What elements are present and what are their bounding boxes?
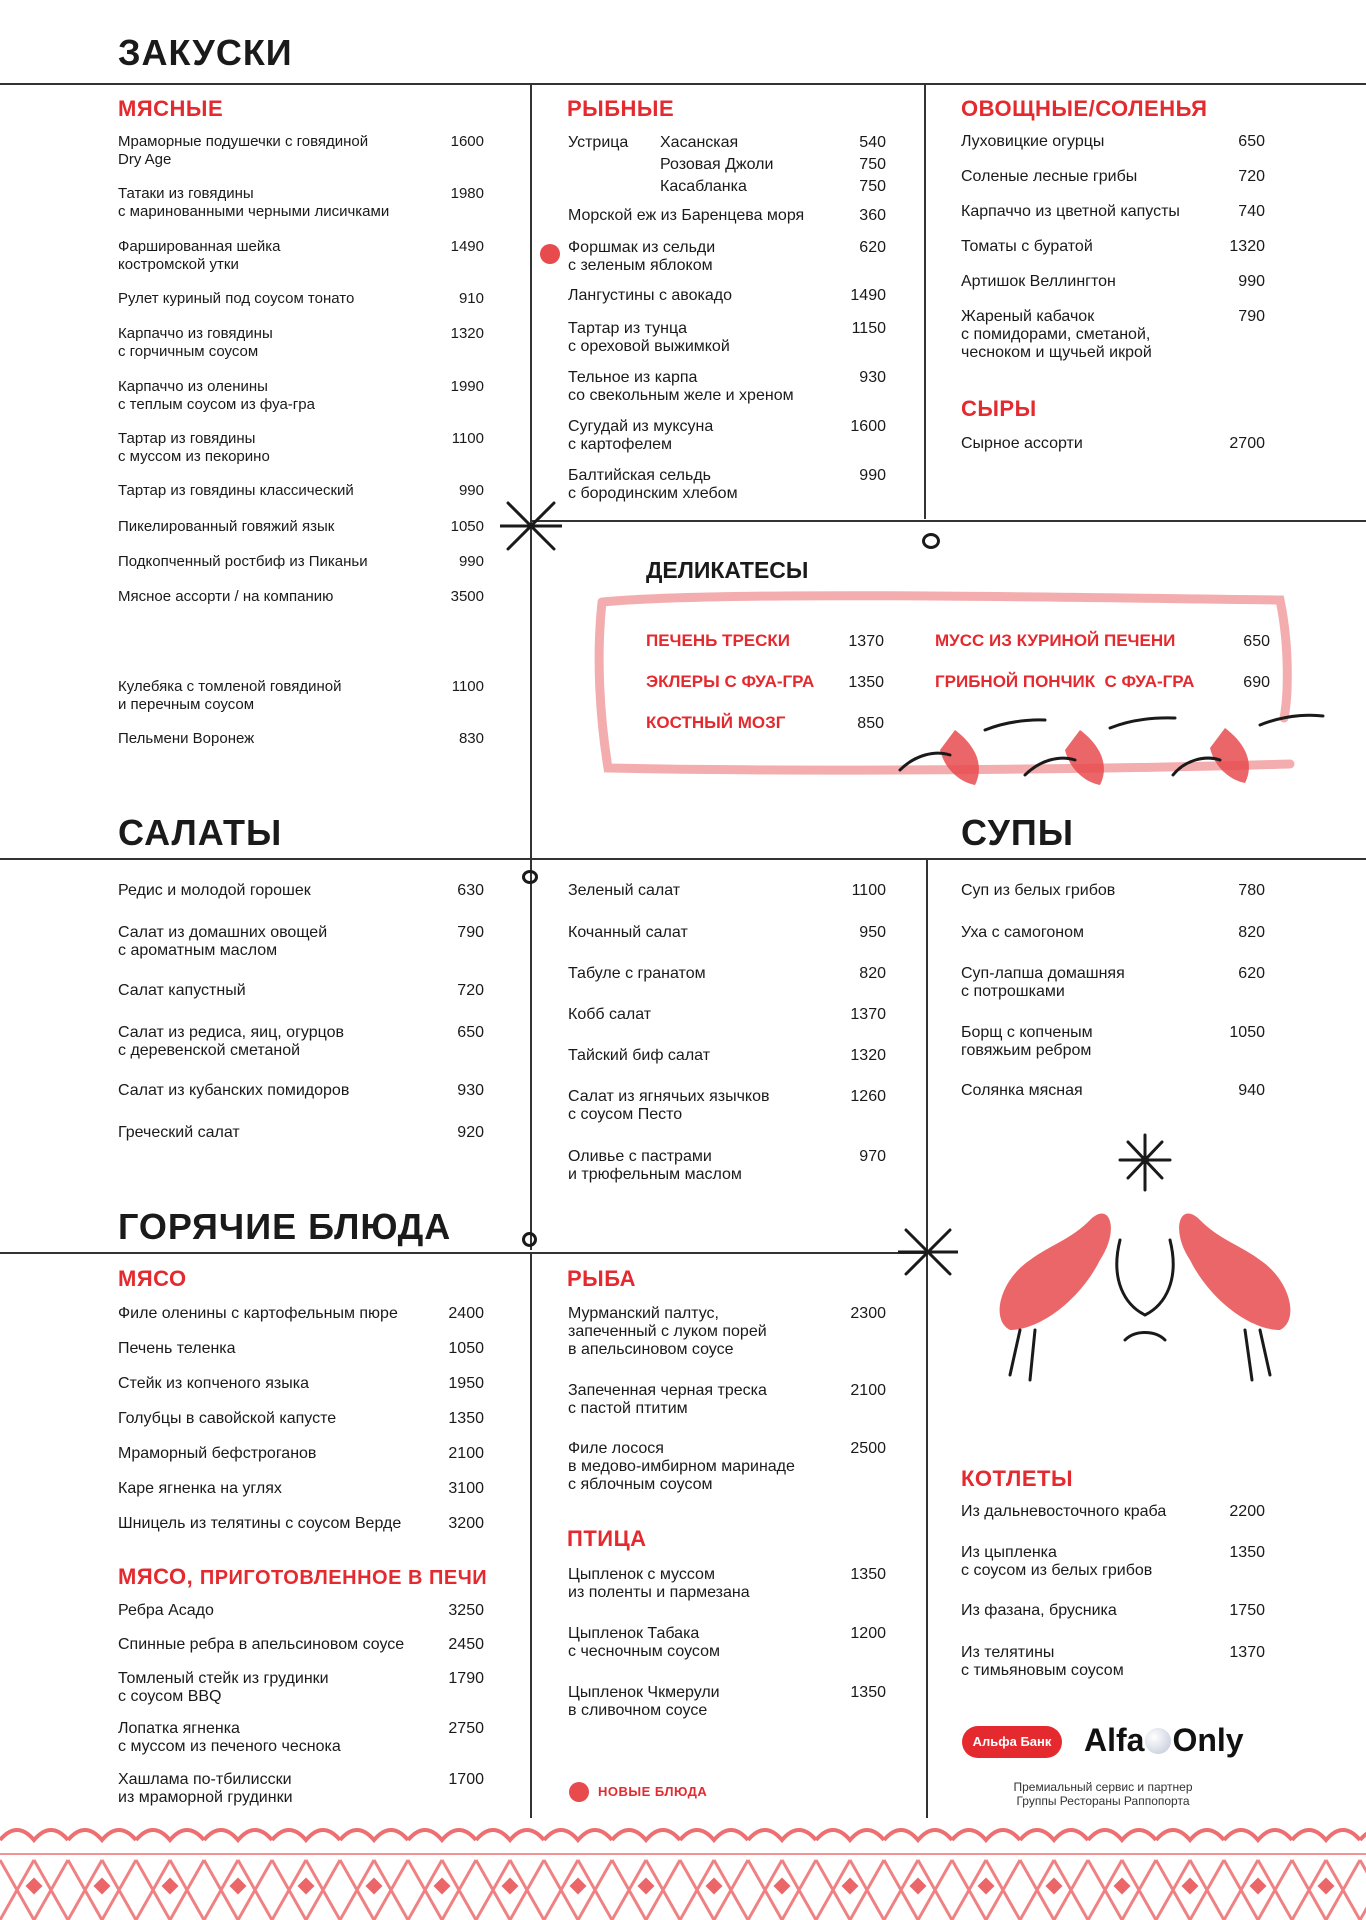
menu-item <box>118 1410 484 1428</box>
menu-item-name: Из цыпленка с соусом из белых грибов <box>961 1544 1153 1579</box>
menu-item-price: 970 <box>859 1148 886 1165</box>
alfa-only-logo-b: Only <box>1172 1722 1244 1758</box>
menu-item-name: Карпаччо из говядины с горчичным соусом <box>118 325 273 360</box>
divider-mid-right <box>530 520 1366 522</box>
divider-hot <box>0 1252 926 1254</box>
menu-item <box>118 1480 484 1498</box>
menu-item-name: Морской еж из Баренцева моря <box>568 207 805 224</box>
menu-item-price: 3500 <box>450 588 484 605</box>
menu-item-name: Борщ с копченым говяжьим ребром <box>961 1024 1093 1059</box>
menu-item <box>660 178 886 196</box>
menu-item-price: 2100 <box>448 1445 484 1462</box>
menu-item-name: Цыпленок Табака с чесночным соусом <box>568 1625 720 1660</box>
menu-item <box>961 238 1265 256</box>
menu-item-price: 1950 <box>448 1375 484 1392</box>
menu-item-price: 360 <box>859 207 886 224</box>
menu-item-price: 930 <box>859 369 886 386</box>
menu-item <box>568 1684 886 1720</box>
menu-item <box>568 467 886 503</box>
menu-item-name: Пикелированный говяжий язык <box>118 518 335 535</box>
menu-item-name: Стейк из копченого языка <box>118 1375 309 1392</box>
menu-item-price: 650 <box>1238 133 1265 150</box>
menu-item-name: Сугудай из муксуна с картофелем <box>568 418 714 453</box>
menu-item <box>568 320 886 356</box>
menu-item-name: Хашлама по-тбилисски из мраморной грудинки <box>118 1771 293 1806</box>
menu-item-name: Зеленый салат <box>568 882 681 899</box>
menu-item-name: Томленый стейк из грудинки с соусом BBQ <box>118 1670 329 1705</box>
menu-item-price: 990 <box>859 467 886 484</box>
oven-title-rest: ПРИГОТОВЛЕННОЕ В ПЕЧИ <box>199 1567 488 1589</box>
subsection-title-fish: РЫБНЫЕ <box>567 96 675 121</box>
menu-item <box>118 1340 484 1358</box>
subsection-title-cheese: СЫРЫ <box>961 396 1037 421</box>
menu-item <box>118 730 484 748</box>
menu-item <box>961 273 1265 291</box>
delicacy-price: 650 <box>1243 633 1270 650</box>
horses-illustration-icon <box>960 1130 1330 1390</box>
menu-item <box>118 1124 484 1142</box>
menu-item-name: Голубцы в савойской капусте <box>118 1410 337 1427</box>
menu-item-price: 790 <box>457 924 484 941</box>
menu-item <box>660 156 886 174</box>
menu-item-price: 1050 <box>448 1340 484 1357</box>
menu-item-name: Салат капустный <box>118 982 246 999</box>
ink-dot-icon-2 <box>522 870 538 884</box>
menu-item-price: 1050 <box>1229 1024 1265 1041</box>
menu-item-name: Лопатка ягненка с муссом из печеного чеснока <box>118 1720 341 1755</box>
menu-item-price: 1200 <box>850 1625 886 1642</box>
divider-v1-top <box>530 83 532 858</box>
menu-item <box>118 185 484 221</box>
menu-item <box>568 1382 886 1418</box>
star-ornament-icon <box>500 495 562 557</box>
menu-item-price: 750 <box>859 156 886 173</box>
menu-item-price: 1600 <box>850 418 886 435</box>
new-dish-marker-icon <box>569 1782 589 1802</box>
section-title-zakuski: ЗАКУСКИ <box>118 32 293 73</box>
menu-item-name: Тельное из карпа со свекольным желе и хреном <box>568 369 794 404</box>
menu-item <box>118 482 484 500</box>
menu-item-price: 820 <box>859 965 886 982</box>
menu-item-name: Подкопченный ростбиф из Пиканьи <box>118 553 368 570</box>
birds-illustration-icon <box>895 710 1325 800</box>
subsection-title-veg: ОВОЩНЫЕ/СОЛЕНЬЯ <box>961 96 1208 121</box>
menu-item-price: 1490 <box>850 287 886 304</box>
menu-item-name: Печень теленка <box>118 1340 236 1357</box>
menu-item-price: 630 <box>457 882 484 899</box>
menu-item <box>568 1006 886 1024</box>
menu-item <box>118 924 484 960</box>
menu-item-price: 740 <box>1238 203 1265 220</box>
menu-item <box>568 965 886 983</box>
menu-item-name: Греческий салат <box>118 1124 240 1141</box>
menu-item <box>961 1024 1265 1060</box>
menu-item-price: 1350 <box>448 1410 484 1427</box>
menu-item-name: Мурманский палтус, запеченный с луком порей в апельсиновом соусе <box>568 1305 767 1358</box>
menu-item-name: Из дальневосточного краба <box>961 1503 1167 1520</box>
menu-item <box>118 290 484 308</box>
menu-item-price: 1490 <box>450 238 484 255</box>
pearl-icon <box>1145 1728 1171 1754</box>
menu-item-price: 1050 <box>450 518 484 535</box>
menu-item <box>118 882 484 900</box>
divider-v2-mid <box>926 858 928 1818</box>
menu-item-name: Суп-лапша домашняя с потрошками <box>961 965 1125 1000</box>
menu-item-name: Кочанный салат <box>568 924 688 941</box>
delicacies-title: ДЕЛИКАТЕСЫ <box>646 557 809 583</box>
menu-item-name: Розовая Джоли <box>660 156 774 173</box>
menu-item-price: 930 <box>457 1082 484 1099</box>
menu-item-name: Луховицкие огурцы <box>961 133 1105 150</box>
menu-item <box>118 1515 484 1533</box>
menu-item-price: 3100 <box>448 1480 484 1497</box>
divider-v2-top <box>924 83 926 519</box>
menu-item-name: Кобб салат <box>568 1006 652 1023</box>
menu-item-price: 1350 <box>850 1566 886 1583</box>
menu-item-name: Сырное ассорти <box>961 435 1083 452</box>
menu-item-name: Томаты с буратой <box>961 238 1093 255</box>
menu-item <box>961 1544 1265 1580</box>
menu-item-price: 1700 <box>448 1771 484 1788</box>
menu-item-price: 1370 <box>1229 1644 1265 1661</box>
menu-item <box>961 435 1265 485</box>
menu-item <box>961 1602 1265 1620</box>
menu-item-name: Из фазана, брусника <box>961 1602 1117 1619</box>
menu-item-name: Каре ягненка на углях <box>118 1480 282 1497</box>
delicacy-name: МУСС ИЗ КУРИНОЙ ПЕЧЕНИ <box>935 631 1176 650</box>
menu-item-name: Хасанская <box>660 134 739 151</box>
folk-ornament-footer <box>0 1820 1366 1920</box>
menu-item-price: 990 <box>1238 273 1265 290</box>
menu-item <box>118 678 484 714</box>
divider-salads <box>0 858 1366 860</box>
subsection-title-hot-fish: РЫБА <box>567 1266 637 1291</box>
menu-item-name: Пельмени Воронеж <box>118 730 255 747</box>
menu-item <box>568 1148 886 1184</box>
section-title-hot: ГОРЯЧИЕ БЛЮДА <box>118 1206 452 1247</box>
menu-item <box>118 1305 484 1323</box>
menu-item <box>118 325 484 361</box>
alfa-only-logo-a: Alfa <box>1084 1722 1145 1758</box>
menu-item-name: Мясное ассорти / на компанию <box>118 588 334 605</box>
menu-item-name: Артишок Веллингтон <box>961 273 1116 290</box>
menu-item-price: 2200 <box>1229 1503 1265 1520</box>
menu-item <box>568 418 886 454</box>
menu-item-price: 1750 <box>1229 1602 1265 1619</box>
menu-item-price: 1100 <box>851 882 886 899</box>
menu-item-name: Карпаччо из цветной капусты <box>961 203 1180 220</box>
menu-item <box>118 1082 484 1100</box>
menu-item-price: 2700 <box>1229 435 1265 452</box>
menu-item-price: 1260 <box>850 1088 886 1105</box>
delicacy-price: 1370 <box>848 633 884 650</box>
menu-item-price: 750 <box>859 178 886 195</box>
menu-item-price: 1320 <box>450 325 484 342</box>
menu-item-price: 2750 <box>448 1720 484 1737</box>
divider-v1-mid <box>530 858 532 1250</box>
menu-item-name: Балтийская сельдь с бородинским хлебом <box>568 467 738 502</box>
delicacy-price: 690 <box>1243 674 1270 691</box>
menu-item-price: 650 <box>457 1024 484 1041</box>
menu-item-price: 540 <box>859 134 886 151</box>
menu-item <box>568 207 886 225</box>
divider-v1-bottom <box>530 1252 532 1818</box>
menu-item-name: Уха с самогоном <box>961 924 1084 941</box>
subsection-title-poultry: ПТИЦА <box>567 1526 647 1551</box>
menu-item-price: 1980 <box>450 185 484 202</box>
section-title-soups: СУПЫ <box>961 812 1075 853</box>
menu-item-price: 1990 <box>450 378 484 395</box>
ink-dot-icon <box>922 533 940 549</box>
alfa-only-logo <box>1084 1722 1244 1759</box>
menu-item-price: 1370 <box>850 1006 886 1023</box>
menu-item-price: 790 <box>1238 308 1265 325</box>
menu-item-name: Спинные ребра в апельсиновом соусе <box>118 1636 405 1653</box>
divider-top <box>0 83 1366 85</box>
menu-item-name: Оливье с пастрами и трюфельным маслом <box>568 1148 742 1183</box>
delicacy-name: ПЕЧЕНЬ ТРЕСКИ <box>646 631 790 650</box>
menu-item-name: Рулет куриный под соусом тонато <box>118 290 355 307</box>
menu-item-price: 620 <box>1238 965 1265 982</box>
menu-item-price: 1600 <box>450 133 484 150</box>
menu-item <box>118 1375 484 1393</box>
menu-item <box>118 238 484 274</box>
menu-item-price: 830 <box>458 730 484 747</box>
menu-item-name: Мраморный бефстроганов <box>118 1445 317 1462</box>
oyster-label: Устрица <box>568 134 629 151</box>
menu-item-price: 720 <box>457 982 484 999</box>
menu-item <box>118 1771 484 1807</box>
menu-item-price: 2300 <box>850 1305 886 1322</box>
menu-item <box>118 133 484 169</box>
star-ornament-icon-2 <box>898 1222 958 1282</box>
menu-item <box>118 518 484 536</box>
menu-item <box>118 553 484 571</box>
menu-item <box>568 1305 886 1359</box>
menu-item-name: Тайский биф салат <box>568 1047 711 1064</box>
oven-title-main: МЯСО, <box>118 1564 194 1589</box>
menu-item-price: 3250 <box>448 1602 484 1619</box>
menu-item <box>961 203 1265 221</box>
menu-item <box>568 1440 886 1494</box>
menu-item-price: 1100 <box>451 678 484 695</box>
new-dishes-legend: НОВЫЕ БЛЮДА <box>598 1784 708 1799</box>
section-title-salads: САЛАТЫ <box>118 812 283 853</box>
menu-item <box>961 882 1265 900</box>
ink-dot-icon-3 <box>522 1232 537 1247</box>
menu-item-price: 2500 <box>850 1440 886 1457</box>
menu-item-price: 1100 <box>451 430 484 447</box>
menu-item <box>961 924 1265 942</box>
menu-item <box>961 1082 1265 1100</box>
delicacy-price: 1350 <box>848 674 884 691</box>
menu-item-name: Мраморные подушечки с говядиной Dry Age <box>118 133 369 168</box>
menu-item <box>118 1636 484 1654</box>
menu-item <box>568 1566 886 1602</box>
delicacy-name: КОСТНЫЙ МОЗГ <box>646 713 786 732</box>
menu-item-name: Запеченная черная треска с пастой птитим <box>568 1382 767 1417</box>
menu-item <box>961 965 1265 1001</box>
menu-item <box>568 1088 886 1124</box>
delicacy-name: ЭКЛЕРЫ С ФУА-ГРА <box>646 672 815 691</box>
menu-item-name: Фаршированная шейка костромской утки <box>118 238 281 273</box>
subsection-title-hot-meat: МЯСО <box>118 1266 187 1291</box>
menu-item-name: Филе лосося в медово-имбирном маринаде с яблочным соусом <box>568 1440 795 1493</box>
subsection-title-oven <box>118 1564 487 1590</box>
menu-item-price: 990 <box>458 482 484 499</box>
menu-item <box>118 1602 484 1620</box>
menu-item-price: 990 <box>458 553 484 570</box>
menu-item-price: 2100 <box>850 1382 886 1399</box>
menu-item <box>961 308 1265 362</box>
menu-item-price: 820 <box>1238 924 1265 941</box>
menu-item <box>568 924 886 942</box>
menu-item-name: Салат из редиса, яиц, огурцов с деревенской сметаной <box>118 1024 345 1059</box>
menu-item <box>118 1720 484 1756</box>
subsection-title-meat: МЯСНЫЕ <box>118 96 224 121</box>
menu-item-name: Салат из кубанских помидоров <box>118 1082 350 1099</box>
menu-item-name: Татаки из говядины с маринованными черными лисичками <box>118 185 390 220</box>
menu-item-price: 620 <box>859 239 886 256</box>
menu-item-name: Тартар из говядины с муссом из пекорино <box>118 430 270 465</box>
menu-item <box>961 133 1265 151</box>
menu-item-name: Цыпленок Чкмерули в сливочном соусе <box>568 1684 720 1719</box>
menu-item-price: 910 <box>458 290 484 307</box>
menu-item <box>660 134 886 152</box>
alfa-bank-badge: Альфа Банк <box>962 1726 1062 1758</box>
menu-item-name: Суп из белых грибов <box>961 882 1116 899</box>
menu-item <box>118 1445 484 1463</box>
menu-item <box>961 1503 1265 1521</box>
menu-item-price: 1350 <box>1229 1544 1265 1561</box>
menu-item <box>568 239 886 275</box>
new-dish-marker-icon-2 <box>540 244 560 264</box>
menu-item-name: Тартар из говядины классический <box>118 482 354 499</box>
menu-item-name: Салат из домашних овощей с ароматным маслом <box>118 924 328 959</box>
menu-item-name: Лангустины с авокадо <box>568 287 732 304</box>
menu-item-name: Цыпленок с муссом из поленты и пармезана <box>568 1566 750 1601</box>
menu-item-price: 1350 <box>850 1684 886 1701</box>
menu-item-price: 780 <box>1238 882 1265 899</box>
menu-item-price: 950 <box>859 924 886 941</box>
menu-item-name: Из телятины с тимьяновым соусом <box>961 1644 1124 1679</box>
menu-item-name: Тартар из тунца с ореховой выжимкой <box>568 320 730 355</box>
menu-item-name: Филе оленины с картофельным пюре <box>118 1305 398 1322</box>
menu-item-name: Кулебяка с томленой говядиной и перечным соусом <box>118 678 342 713</box>
menu-item-name: Форшмак из сельди с зеленым яблоком <box>568 239 716 274</box>
partner-note: Премиальный сервис и партнер Группы Рестораны Раппопорта <box>1013 1780 1193 1808</box>
menu-item <box>118 588 484 654</box>
menu-item-name: Шницель из телятины с соусом Верде <box>118 1515 402 1532</box>
menu-item-price: 3200 <box>448 1515 484 1532</box>
menu-item-name: Редис и молодой горошек <box>118 882 311 899</box>
menu-item <box>568 1625 886 1661</box>
delicacy-name: ГРИБНОЙ ПОНЧИК С ФУА-ГРА <box>935 672 1195 691</box>
menu-item-name: Солянка мясная <box>961 1082 1083 1099</box>
menu-item <box>568 287 886 305</box>
menu-item <box>118 378 484 414</box>
menu-item-price: 2450 <box>448 1636 484 1653</box>
menu-item <box>568 369 886 405</box>
menu-item-name: Карпаччо из оленины с теплым соусом из фуа-гра <box>118 378 315 413</box>
menu-item <box>568 1047 886 1065</box>
menu-item-name: Соленые лесные грибы <box>961 168 1138 185</box>
menu-item <box>118 1670 484 1706</box>
subsection-title-cutlets: КОТЛЕТЫ <box>961 1466 1074 1491</box>
menu-item <box>961 1644 1265 1680</box>
menu-item-price: 920 <box>457 1124 484 1141</box>
delicacy-price: 850 <box>857 715 884 732</box>
menu-item-price: 1150 <box>851 320 886 337</box>
menu-item-price: 2400 <box>448 1305 484 1322</box>
menu-item-price: 1320 <box>1229 238 1265 255</box>
menu-item <box>568 882 886 900</box>
menu-item-price: 1790 <box>448 1670 484 1687</box>
menu-item-name: Касабланка <box>660 178 747 195</box>
menu-item <box>118 430 484 466</box>
menu-item-price: 1320 <box>850 1047 886 1064</box>
menu-item-name: Салат из ягнячьих язычков с соусом Песто <box>568 1088 770 1123</box>
menu-item-name: Жареный кабачок с помидорами, сметаной, чесноком и щучьей икрой <box>961 308 1152 361</box>
menu-item-name: Ребра Асадо <box>118 1602 214 1619</box>
menu-item <box>118 1024 484 1060</box>
menu-item-price: 940 <box>1238 1082 1265 1099</box>
menu-item-name: Табуле с гранатом <box>568 965 706 982</box>
menu-item <box>118 982 484 1000</box>
menu-item <box>961 168 1265 186</box>
menu-item-price: 720 <box>1238 168 1265 185</box>
